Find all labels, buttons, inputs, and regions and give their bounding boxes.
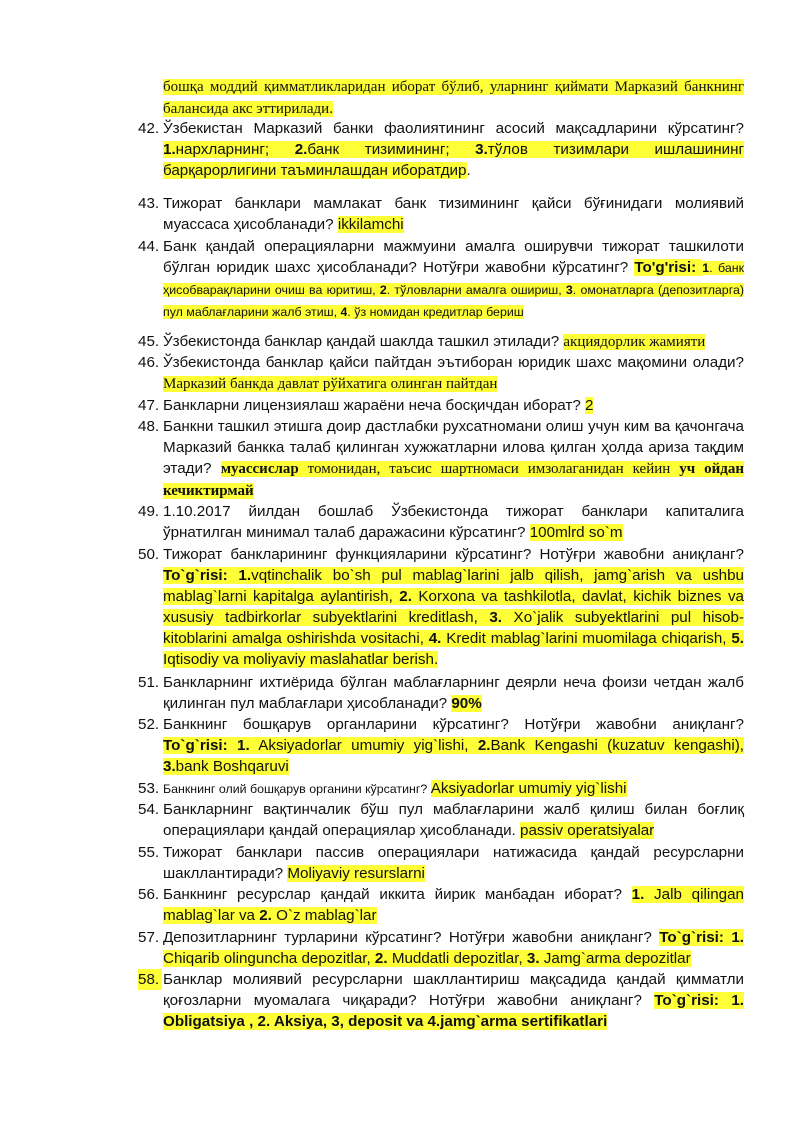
highlighted-answer-text: акциядорлик жамияти <box>563 334 706 350</box>
item-number: 50. <box>138 546 160 563</box>
highlighted-answer-text: Korxona va tashkilotla, davlat, kichik biznes va xususiy tadbirkorlar subyektlarini kreditlash, <box>163 588 744 626</box>
item-number: 56. <box>138 886 160 903</box>
highlighted-answer-text: Aksiyadorlar umumiy yig`lishi, <box>249 737 478 754</box>
highlighted-answer-text: O`z mablag`lar <box>271 907 377 924</box>
question-57 <box>138 927 744 969</box>
question-text: Банклар молиявий ресурсларни шакллантириш мақсадида қандай қимматли қоғозларни муомалага чиқаради? Нотўғри жавобни аниқланг? <box>163 971 744 1009</box>
highlighted-answer-text: 2. <box>259 907 272 924</box>
item-text <box>163 331 744 353</box>
item-number: 51. <box>138 674 160 691</box>
highlighted-answer-text: Aksiyadorlar umumiy yig`lishi <box>430 780 627 797</box>
question-text: . <box>466 162 471 179</box>
highlighted-answer-text: 2 <box>585 397 594 414</box>
highlighted-answer-text: bank Boshqaruvi <box>175 758 289 775</box>
item-text <box>163 193 744 235</box>
item-number: 47. <box>138 397 160 414</box>
question-text: Банкнинг олий бошқарув органини кўрсатинг? <box>163 782 431 796</box>
highlighted-answer-text: 2. <box>294 141 308 158</box>
item-number: 55. <box>138 844 160 861</box>
highlighted-answer-text: passiv operatsiyalar <box>520 822 655 839</box>
item-text <box>163 969 744 1032</box>
question-text: Депозитларнинг турларини кўрсатинг? Нотўғри жавобни аниқланг? <box>163 929 660 946</box>
item-text <box>163 842 744 884</box>
question-text: Банкларнинг ихтиёрида бўлган маблағларнинг деярли неча фоизи четдан жалб қилинган пул маблағлари ҳисобланади? <box>163 674 744 712</box>
highlighted-answer-text: 5. <box>731 630 745 647</box>
question-text: Банкларни лицензиялаш жараёни неча босқичдан иборат? <box>163 397 586 414</box>
item-text <box>163 352 744 395</box>
item-text <box>163 799 744 841</box>
highlighted-answer-text: Марказий банкда давлат рўйхатига олинган пайтдан <box>163 376 498 392</box>
question-text: Банкнинг ресурслар қандай иккита йирик манбадан иборат? <box>163 886 632 903</box>
item-text <box>163 672 744 714</box>
question-51 <box>138 672 744 714</box>
highlighted-answer-text: Jamg`arma depozitlar <box>539 950 691 967</box>
highlighted-answer-text: 4 <box>340 305 348 319</box>
question-53 <box>138 778 744 800</box>
highlighted-answer-text: Iqtisodiy va moliyaviy maslahatlar berish. <box>163 651 439 668</box>
highlighted-answer-text: 2. <box>399 588 412 605</box>
highlighted-answer-text: Bank Kengashi (kuzatuv kengashi), <box>490 737 745 754</box>
question-text: Ўзбекистонда банклар қайси пайтдан эътиборан юридик шахс мақомини олади? <box>163 354 744 371</box>
item-number: 42. <box>138 120 160 137</box>
highlighted-answer-text: 3 <box>565 283 573 297</box>
highlighted-answer-text: 2. <box>477 737 491 754</box>
question-54 <box>138 799 744 841</box>
question-text: Тижорат банкларининг функцияларини кўрсатинг? Нотўғри жавобни аниқланг? <box>163 546 744 563</box>
question-47 <box>138 395 744 416</box>
item-number: 44. <box>138 238 160 255</box>
item-continuation <box>138 76 744 120</box>
question-43 <box>138 193 744 235</box>
highlighted-answer-text: 100mlrd so`m <box>529 524 623 541</box>
highlighted-answer-text: . ўз номидан кредитлар бериш <box>347 305 524 319</box>
item-text <box>163 236 744 323</box>
item-number: 43. <box>138 195 160 212</box>
highlighted-answer-text: Chiqarib olinguncha depozitlar, <box>163 950 375 967</box>
highlighted-answer-text: To'g'risi: <box>634 259 703 276</box>
highlighted-answer-text: бошқа моддий қимматликларидан иборат бўлиб, уларнинг қиймати Марказий банкнинг балансида акс эттирилади. <box>163 79 744 117</box>
highlighted-answer-text: 1. <box>631 886 645 903</box>
highlighted-answer-text: 3. <box>526 950 540 967</box>
question-49 <box>138 501 744 543</box>
question-52 <box>138 714 744 777</box>
question-text: Банкнинг бошқарув органларини кўрсатинг? Нотўғри жавобни аниқланг? <box>163 716 744 733</box>
highlighted-answer-text: 3. <box>475 141 488 158</box>
highlighted-answer-text: 3. <box>489 609 503 626</box>
highlighted-answer-text: 90% <box>451 695 482 712</box>
item-number: 49. <box>138 503 160 520</box>
item-text <box>163 884 744 926</box>
question-text: Банкларнинг вақтинчалик бўш пул маблағларини жалб қилиш билан боғлиқ операциялари қандай операциялар ҳисобланади. <box>163 801 744 839</box>
highlighted-answer-text: 2. <box>374 950 388 967</box>
highlighted-answer-text: томонидан, таъсис шартномаси имзолаганидан кейин <box>298 461 680 477</box>
highlighted-answer-text: 1 <box>702 261 710 275</box>
question-55 <box>138 842 744 884</box>
highlighted-answer-text: vqtinchalik bo`sh pul mablag`larini jalb qilish, jamg`arish va ushbu mablag`larni kapitalga aylantirish, <box>163 567 744 605</box>
highlighted-answer-text: . тўловларни амалга ошириш, <box>386 283 566 297</box>
highlighted-answer-text: Xo`jalik subyektlarini pul hisob-kitoblarini amalga oshirishda vositachi, <box>163 609 744 647</box>
item-text <box>163 714 744 777</box>
item-number: 46. <box>138 354 160 371</box>
highlighted-answer-text: банк тизимининг; <box>307 141 476 158</box>
question-text: Ўзбекистонда банклар қандай шаклда ташкил этилади? <box>163 333 564 350</box>
highlighted-answer-text: To`g`risi: 1. <box>163 567 252 584</box>
question-58 <box>138 969 744 1032</box>
item-number: 53. <box>138 780 160 797</box>
highlighted-answer-text: Moliyaviy resurslarni <box>287 865 425 882</box>
highlighted-answer-text: 1. <box>163 141 176 158</box>
highlighted-answer-text: To`g`risi: 1. <box>163 737 250 754</box>
question-44 <box>138 236 744 323</box>
highlighted-answer-text: ikkilamchi <box>337 216 404 233</box>
item-number: 58. <box>138 969 162 990</box>
item-text <box>163 118 744 181</box>
highlighted-answer-text: 4. <box>428 630 442 647</box>
question-text: Тижорат банклари пассив операциялари натижасида қандай ресурсларни шакллантиради? <box>163 844 744 882</box>
highlighted-answer-text: 3. <box>163 758 176 775</box>
item-text <box>163 544 744 670</box>
item-number: 54. <box>138 801 160 818</box>
highlighted-answer-text: Muddatli depozitlar, <box>387 950 527 967</box>
item-number: 48. <box>138 418 160 435</box>
highlighted-answer-text: . омонатларга (депозитларга) пул маблағларини жалб этиш, <box>163 283 744 319</box>
item-number: 45. <box>138 333 160 350</box>
question-50 <box>138 544 744 670</box>
question-text: Тижорат банклари мамлакат банк тизимининг қайси бўғинидаги молиявий муассаса ҳисобланади? <box>163 195 744 233</box>
item-text <box>163 416 744 502</box>
item-text <box>163 778 744 800</box>
highlighted-answer-text: 2 <box>379 283 387 297</box>
question-text: 1.10.2017 йилдан бошлаб Ўзбекистонда тижорат банклари капиталига ўрнатилган минимал талаб даражасини кўрсатинг? <box>163 503 744 541</box>
item-text <box>163 76 744 120</box>
item-text <box>163 927 744 969</box>
question-text: Ўзбекистан Марказий банки фаолиятининг асосий мақсадларини кўрсатинг? <box>163 120 744 137</box>
highlighted-answer-text: Jalb qilingan mablag`lar va <box>163 886 744 924</box>
question-48 <box>138 416 744 502</box>
question-45 <box>138 331 744 353</box>
question-text: Банк қандай операцияларни мажмуини амалга оширувчи тижорат ташкилоти бўлган юридик шахс ҳисобланади? Нотўғри жавобни кўрсатинг? <box>163 238 744 276</box>
highlighted-answer-text: тўлов тизимлари ишлашининг барқарорлигини таъминлашдан иборатдир <box>163 141 744 179</box>
question-42 <box>138 118 744 181</box>
item-number: 57. <box>138 929 160 946</box>
highlighted-answer-text: уч ойдан кечиктирмай <box>163 461 744 499</box>
highlighted-answer-text: Kredit mablag`larini muomilaga chiqarish, <box>441 630 732 647</box>
highlighted-answer-text: муассислар <box>220 461 299 477</box>
highlighted-answer-text: нархларнинг; <box>175 141 295 158</box>
item-text <box>163 501 744 543</box>
highlighted-answer-text: To`g`risi: 1. Obligatsiya , 2. Aksiya, 3, deposit va 4.jamg`arma sertifikatlari <box>163 992 744 1030</box>
item-number: 52. <box>138 716 160 733</box>
question-56 <box>138 884 744 926</box>
highlighted-answer-text: To`g`risi: 1. <box>659 929 744 946</box>
question-text: Банкни ташкил этишга доир дастлабки рухсатномани олиш учун ким ва қачонгача Марказий банкка талаб қилинган хужжатларни илова қилган ҳолда ариза тақдим этади? <box>163 418 744 477</box>
question-46 <box>138 352 744 395</box>
highlighted-answer-text: . банк ҳисобварақларини очиш ва юритиш, <box>163 261 744 297</box>
item-text <box>163 395 744 416</box>
